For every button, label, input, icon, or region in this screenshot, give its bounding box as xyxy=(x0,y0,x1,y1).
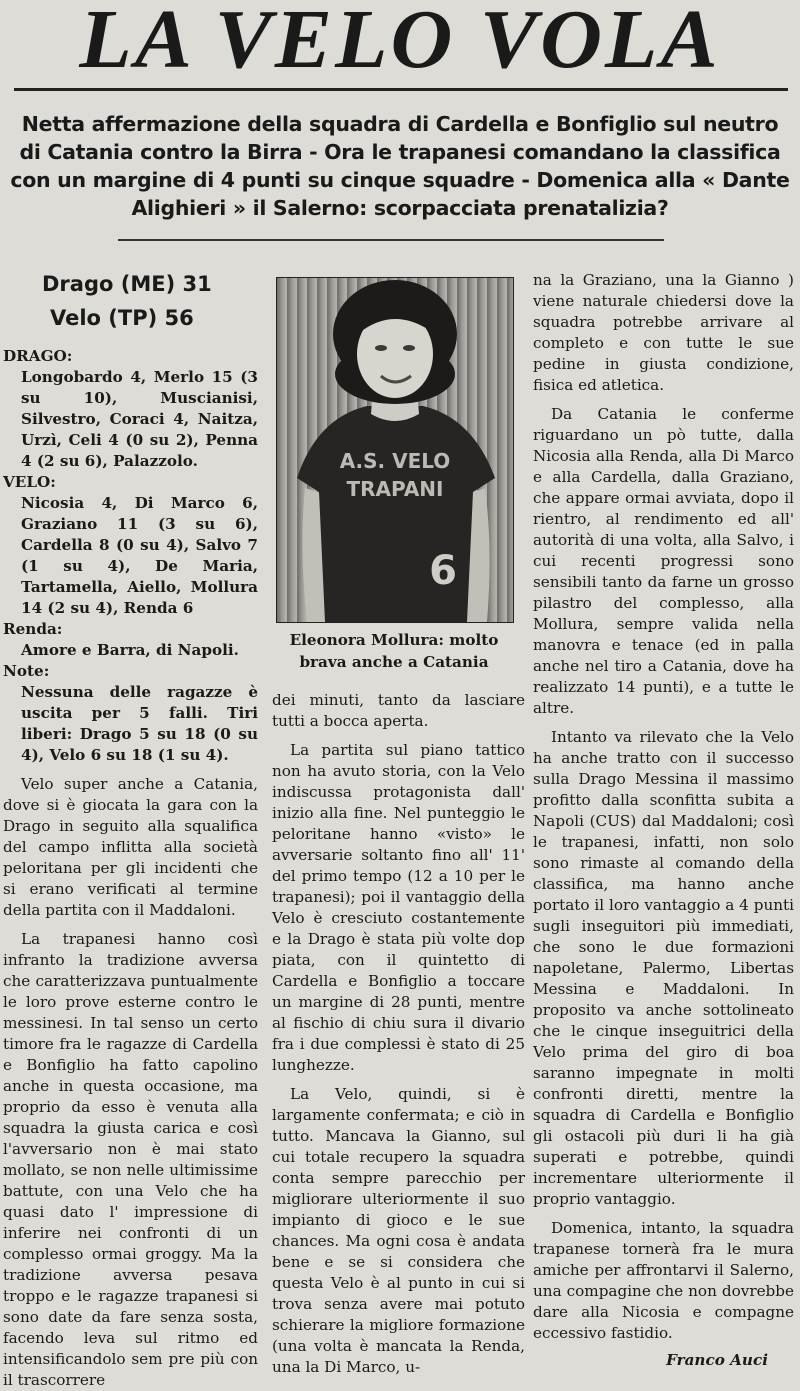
notes-label: Note: xyxy=(3,662,50,680)
column-left xyxy=(3,346,258,1391)
velo-label: VELO: xyxy=(3,473,56,491)
drago-label: DRAGO: xyxy=(3,347,73,365)
article-paragraph: Domenica, intanto, la squadra trapanese tornerà fra le mura amiche per affrontarvi il Salerno, una compagine che non dovrebbe dare alla Nicosia e compagne eccessivo fastidio. xyxy=(533,1219,794,1342)
score-velo: Velo (TP) 56 xyxy=(50,306,194,330)
portrait-image xyxy=(277,278,513,622)
article-paragraph: dei minuti, tanto da lasciare tutti a bocca aperta. xyxy=(272,691,525,730)
referees: Amore e Barra, di Napoli. xyxy=(21,641,239,659)
column-middle xyxy=(272,690,525,1378)
divider-rule xyxy=(118,239,664,241)
velo-players: Nicosia 4, Di Marco 6, Graziano 11 (3 su 6), Cardella 8 (0 su 4), Salvo 7 (1 su 4), De Maria, Tartamella, Aiello, Mollura 14 (2 su 4), Renda 6 xyxy=(21,494,258,617)
article-paragraph: Da Catania le conferme riguardano un pò tutte, dalla Nicosia alla Renda, alla Di Marco e alla Cardella, dalla Graziano, che appare ormai avviata, dopo il rientro, al rendimento ed all' autorità di una volta, alla Salvo, i cui recenti progressi sono sensibili tanto da farne un grosso pilastro del complesso, alla Mollura, sempre valida nella manovra e tenace (ed in palla anche nel tiro a Catania, dove ha realizzato 14 punti), e a tutte le altre. xyxy=(533,405,794,717)
subheadline: Netta affermazione della squadra di Cardella e Bonfiglio sul neutro di Catania contro la Birra - Ora le trapanesi comandano la classifica con un margine di 4 punti su cinque squadre - Domenica alla « Dante Alighieri » il Salerno: scorpacciata prenatalizia? xyxy=(10,112,790,220)
photo-caption: Eleonora Mollura: molto brava anche a Catania xyxy=(289,631,499,671)
top-rule xyxy=(14,88,788,91)
drago-players: Longobardo 4, Merlo 15 (3 su 10), Muscianisi, Silvestro, Coraci 4, Naitza, Urzì, Celi 4 (0 su 2), Penna 4 (2 su 6), Palazzolo. xyxy=(21,368,258,470)
score-drago: Drago (ME) 31 xyxy=(42,272,212,296)
byline: Franco Auci xyxy=(666,1351,768,1369)
column-right xyxy=(533,270,794,1371)
shirt-number: 6 xyxy=(429,548,457,594)
article-paragraph: Intanto va rilevato che la Velo ha anche tratto con il successo sulla Drago Messina il massimo profitto dalla sconfitta subita a Napoli (CUS) dal Maddaloni; così le trapanesi, infatti, non solo sono rimaste al comando della classifica, ma hanno anche portato il loro vantaggio a 4 punti sugli inseguitori più immediati, che sono le due formazioni napoletane, Palermo, Libertas Messina e Maddaloni. In proposito va anche sottolineato che le cinque inseguitrici della Velo prima del giro di boa saranno impegnate in molti confronti diretti, mentre la squadra di Cardella e Bonfiglio gli ostacoli più duri li ha già superati e potrebbe, quindi incrementare ulteriormente il proprio vantaggio. xyxy=(533,728,794,1208)
headline: LA VELO VOLA xyxy=(79,0,721,86)
article-paragraph: La trapanesi hanno così infranto la tradizione avversa che caratterizzava puntualmente le loro prove esterne contro le messinesi. In tal senso un certo timore fra le ragazze di Cardella e Bonfiglio ha fatto capolino anche in questa occasione, ma proprio da esso è venuta alla squadra la giusta carica e così l'avversario non è mai stato mollato, se non nelle ultimissime battute, con una Velo che ha quasi dato l' impressione di inferire nei confronti di un complesso ormai groggy. Ma la tradizione avversa pesava troppo e le ragazze trapanesi si sono date da fare senza sosta, facendo leva sul ritmo ed intensificandolo sem pre più con il trascorrere xyxy=(3,930,258,1389)
article-paragraph: La partita sul piano tattico non ha avuto storia, con la Velo indiscussa protagonista dall' inizio alla fine. Nel punteggio le peloritane hanno «visto» le avversarie soltanto fino all' 11' del primo tempo (12 a 10 per le trapanesi); poi il vantaggio della Velo è cresciuto costantemente e la Drago è stata più volte dop piata, con il quintetto di Cardella e Bonfiglio a toccare un margine di 28 punti, mentre al fischio di chiu sura il divario fra i due complessi è stato di 25 lunghezze. xyxy=(272,741,525,1074)
shirt-text-line2: TRAPANI xyxy=(346,477,444,501)
article-paragraph: La Velo, quindi, si è largamente confermata; e ciò in tutto. Mancava la Gianno, sul cui totale recupero la squadra conta sempre parecchio per migliorare ulteriormente il suo impianto di gioco e le sue chances. Ma ogni cosa è andata bene e se si considera che questa Velo è al punto in cui si trova senza avere mai potuto schierare la migliore formazione (una volta è mancata la Renda, una la Di Marco, u- xyxy=(272,1085,525,1376)
referees-label: Renda: xyxy=(3,620,63,638)
article-paragraph: Velo super anche a Catania, dove si è giocata la gara con la Drago in seguito alla squalifica del campo inflitta alla società peloritana per gli incidenti che si erano verificati al termine della partita con il Maddaloni. xyxy=(3,775,258,919)
player-photo xyxy=(276,277,514,623)
article-paragraph: na la Graziano, una la Gianno ) viene naturale chiedersi dove la squadra potrebbe arrivare al completo e con tutte le sue pedine in giusta condizione, fisica ed atletica. xyxy=(533,271,794,394)
shirt-text-line1: A.S. VELO xyxy=(339,449,451,473)
notes: Nessuna delle ragazze è uscita per 5 falli. Tiri liberi: Drago 5 su 18 (0 su 4), Velo 6 su 18 (1 su 4). xyxy=(21,683,258,764)
